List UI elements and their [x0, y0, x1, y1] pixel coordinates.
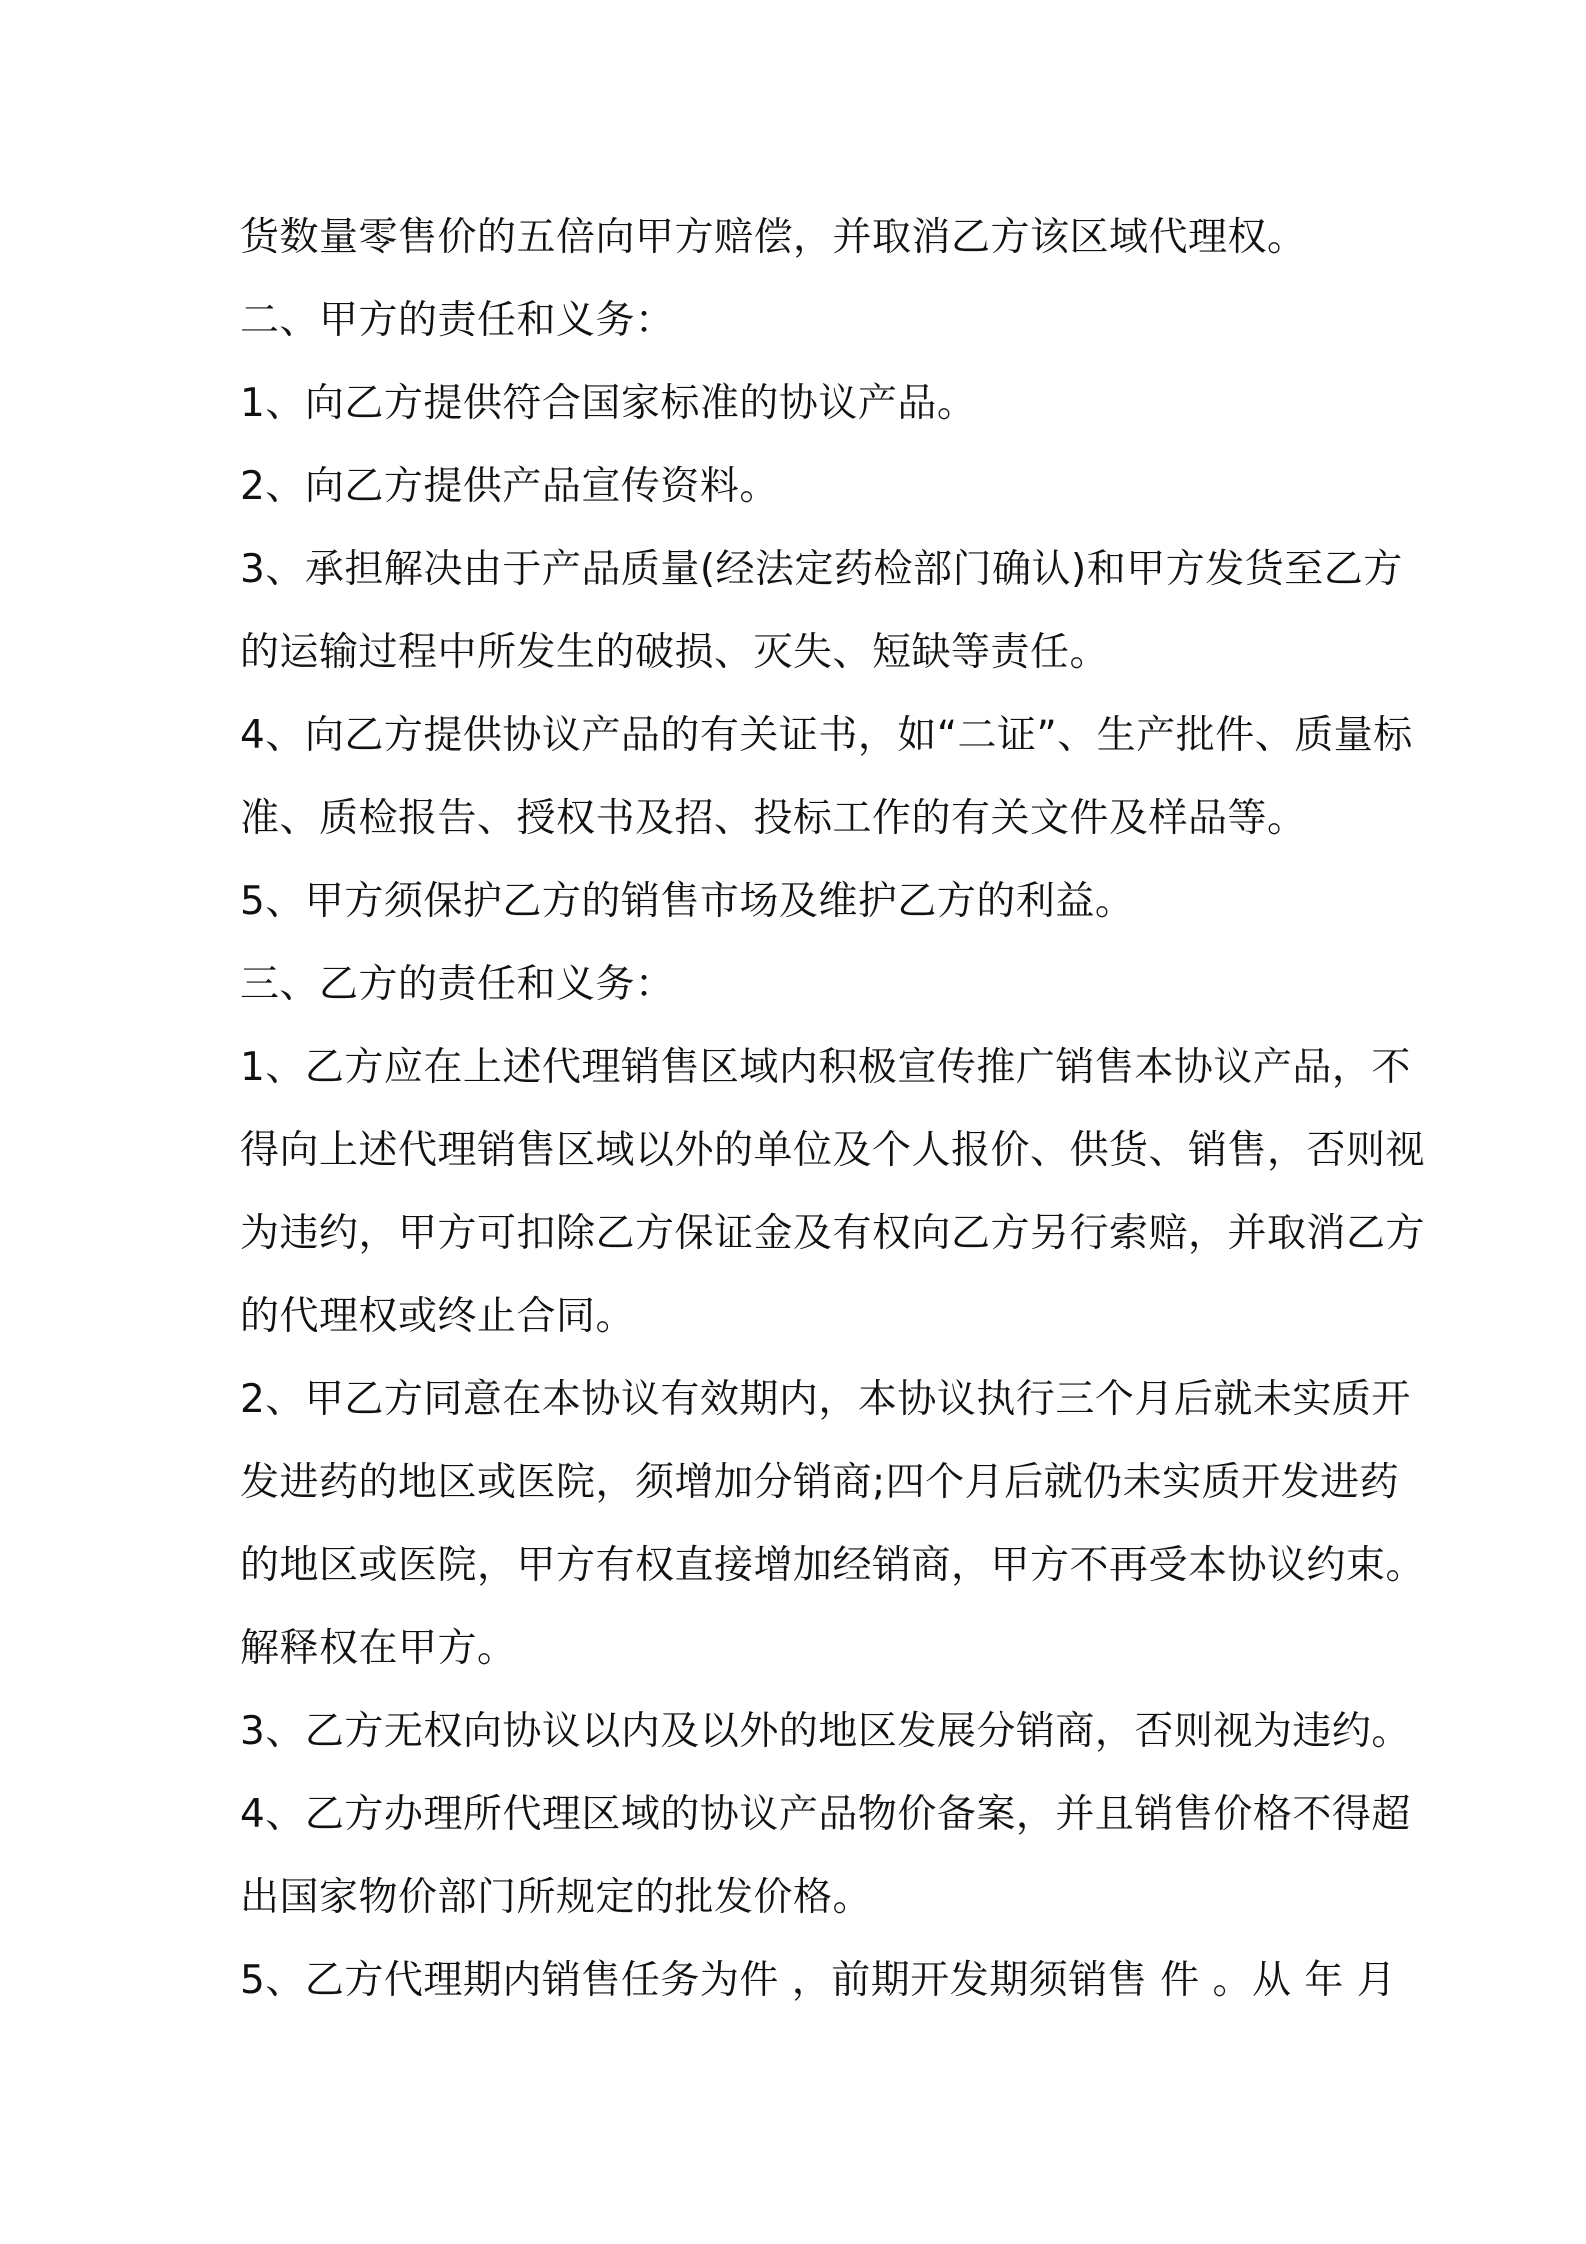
text-line: 的代理权或终止合同。 [240, 1294, 636, 1339]
text-line: 的运输过程中所发生的破损、灭失、短缺等责任。 [240, 630, 1110, 675]
text-line: 3、乙方无权向协议以内及以外的地区发展分销商，否则视为违约。 [240, 1709, 1411, 1754]
text-line: 4、向乙方提供协议产品的有关证书，如“二证”、生产批件、质量标 [240, 713, 1413, 758]
text-line: 5、乙方代理期内销售任务为件 ，前期开发期须销售 件 。从 年 月 [240, 1958, 1397, 2003]
text-line: 4、乙方办理所代理区域的协议产品物价备案，并且销售价格不得超 [240, 1792, 1411, 1837]
text-line: 为违约，甲方可扣除乙方保证金及有权向乙方另行索赔，并取消乙方 [240, 1211, 1426, 1256]
text-line: 5、甲方须保护乙方的销售市场及维护乙方的利益。 [240, 879, 1135, 924]
text-line: 出国家物价部门所规定的批发价格。 [240, 1875, 873, 1920]
document-body [240, 196, 1426, 2022]
text-line: 1、乙方应在上述代理销售区域内积极宣传推广销售本协议产品，不 [240, 1045, 1411, 1090]
text-line: 解释权在甲方。 [240, 1626, 517, 1671]
text-line: 1、向乙方提供符合国家标准的协议产品。 [240, 381, 977, 426]
text-line: 2、向乙方提供产品宣传资料。 [240, 464, 779, 509]
text-line: 货数量零售价的五倍向甲方赔偿，并取消乙方该区域代理权。 [240, 215, 1307, 260]
text-line: 的地区或医院，甲方有权直接增加经销商，甲方不再受本协议约束。 [240, 1543, 1426, 1588]
text-line: 发进药的地区或医院，须增加分销商;四个月后就仍未实质开发进药 [240, 1460, 1400, 1505]
section-heading: 二、甲方的责任和义务： [240, 298, 675, 343]
text-line: 准、质检报告、授权书及招、投标工作的有关文件及样品等。 [240, 796, 1307, 841]
text-line: 3、承担解决由于产品质量(经法定药检部门确认)和甲方发货至乙方 [240, 547, 1403, 592]
section-heading: 三、乙方的责任和义务： [240, 962, 675, 1007]
text-line: 2、甲乙方同意在本协议有效期内，本协议执行三个月后就未实质开 [240, 1377, 1411, 1422]
text-line: 得向上述代理销售区域以外的单位及个人报价、供货、销售，否则视 [240, 1128, 1426, 1173]
